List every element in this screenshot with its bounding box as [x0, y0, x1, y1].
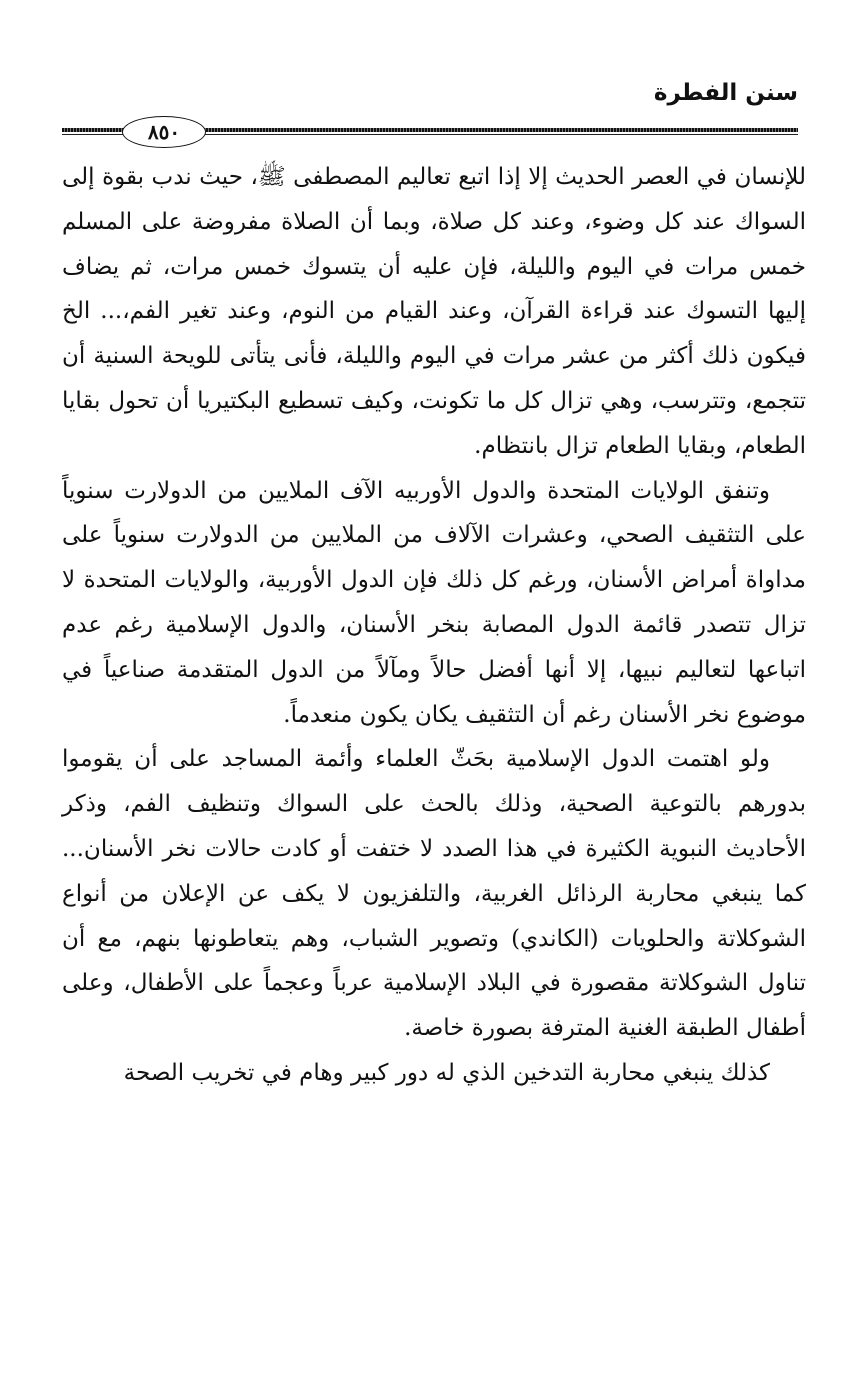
paragraph: وتنفق الولايات المتحدة والدول الأوربيه الآف الملايين من الدولارت سنوياً على التثقيف الصحي، وعشرات الآلاف من الملايين من الدولارت سنوياً على مداواة أمراض الأسنان، ورغم كل ذلك فإن الدول الأوربية، والولايات المتحدة لا تزال تتصدر قائمة الدول المصابة بنخر الأسنان، والدول الإسلامية رغم عدم اتباعها لتعاليم نبيها، إلا أنها أفضل حالاً ومآلاً من الدول المتقدمة صناعياً في موضوع نخر الأسنان رغم أن التثقيف يكان يكون منعدماً.: [62, 477, 806, 728]
page-body: [62, 155, 806, 1096]
book-title: سنن الفطرة: [653, 80, 798, 106]
paragraph: كذلك ينبغي محاربة التدخين الذي له دور كبير وهام في تخريب الصحة: [123, 1059, 770, 1086]
page-number: ٨٥٠: [122, 116, 206, 148]
page-header: [62, 72, 798, 142]
paragraph: ولو اهتمت الدول الإسلامية بحَثّ العلماء وأئمة المساجد على أن يقوموا بدورهم بالتوعية الصحية، وذلك بالحث على السواك وتنظيف الفم، وذكر الأحاديث النبوية الكثيرة في هذا الصدد لا ختفت أو كادت حالات نخر الأسنان... كما ينبغي محاربة الرذائل الغربية، والتلفزيون لا يكف عن الإعلان من أنواع الشوكلاتة والحلويات (الكاندي) وتصوير الشباب، وهم يتعاطونها بنهم، مع أن تناول الشوكلاتة مقصورة في البلاد الإسلامية عرباً وعجماً على الأطفال، وعلى أطفال الطبقة الغنية المترفة بصورة خاصة.: [62, 746, 806, 1042]
paragraph: للإنسان في العصر الحديث إلا إذا اتبع تعاليم المصطفى ﷺ، حيث ندب بقوة إلى السواك عند كل وضوء، وعند كل صلاة، وبما أن الصلاة مفروضة على المسلم خمس مرات في اليوم والليلة، فإن عليه أن يتسوك خمس مرات، ثم يضاف إليها التسوك عند قراءة القرآن، وعند القيام من النوم، وعند تغير الفم،... الخ فيكون ذلك أكثر من عشر مرات في اليوم والليلة، فأنى يتأتى للويحة السنية أن تتجمع، وتترسب، وهي تزال كل ما تكونت، وكيف تسطيع البكتيريا أن تحول بقايا الطعام، وبقايا الطعام تزال بانتظام.: [62, 164, 806, 459]
